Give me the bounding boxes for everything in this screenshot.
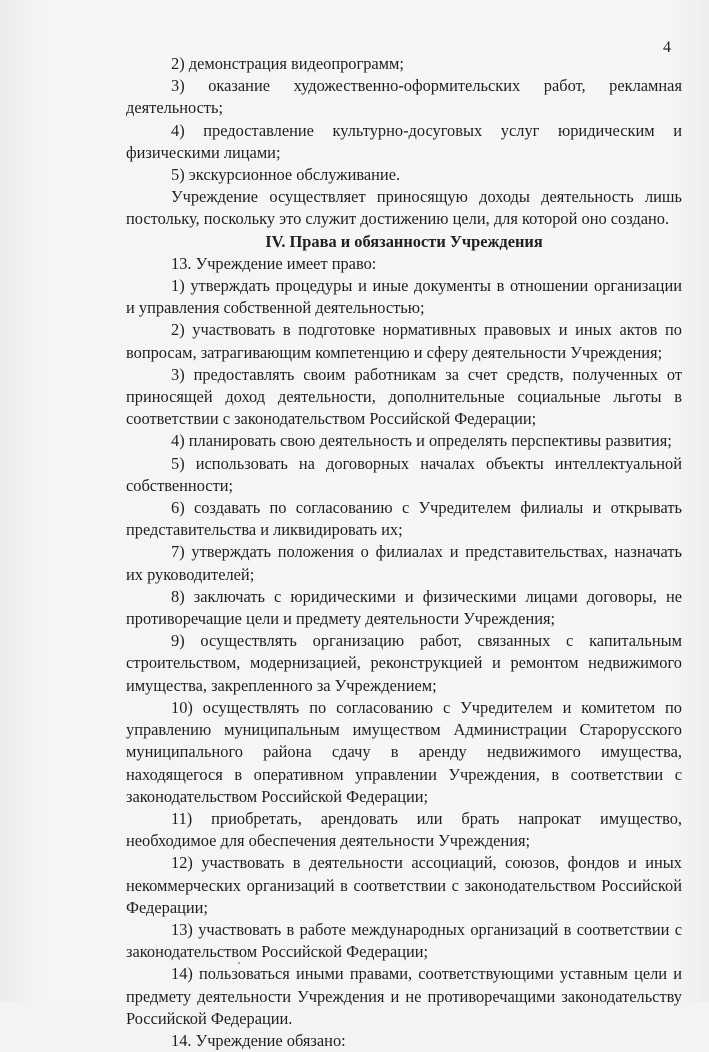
paragraph: 5) использовать на договорных началах объекты интеллектуальной собственности; — [126, 453, 682, 495]
paragraph: 7) утверждать положения о филиалах и представительствах, назначать их руководителей; — [126, 542, 682, 584]
paragraph: 14. Учреждение обязано: — [171, 1030, 346, 1050]
paragraph: 6) создавать по согласованию с Учредителем филиалы и открывать представительства и ликвидировать их; — [126, 498, 682, 540]
paragraph: 3) предоставлять своим работникам за счет средств, полученных от приносящей доход деятельности, дополнительные социальные льготы в соответствии с законодательством Российской Федерации; — [126, 364, 682, 429]
section-heading: IV. Права и обязанности Учреждения — [265, 231, 543, 251]
paragraph: 2) участвовать в подготовке нормативных правовых и иных актов по вопросам, затрагивающим компетенцию и сферу деятельности Учреждения; — [126, 320, 682, 362]
paragraph: 11) приобретать, арендовать или брать напрокат имущество, необходимое для обеспечения деятельности Учреждения; — [126, 808, 682, 851]
paragraph: 13) участвовать в работе международных организаций в соответствии с законодательством Российской Федерации; — [126, 919, 682, 962]
paragraph: 4) предоставление культурно-досуговых услуг юридическим и физическими лицами; — [126, 120, 682, 162]
paragraph: 2) демонстрация видеопрограмм; — [171, 54, 404, 73]
paragraph: 14) пользоваться иными правами, соответствующими уставным цели и предмету деятельности Учреждения и не противоречащими законодательству Российской Федерации. — [126, 964, 682, 1028]
paragraph: 9) осуществлять организацию работ, связанных с капитальным строительством, модернизацией, реконструкцией и ремонтом недвижимого имущества, закрепленного за Учреждением; — [126, 631, 682, 695]
paragraph: 10) осуществлять по согласованию с Учредителем и комитетом по управлению муниципальным имуществом Администрации Старорусского муниципального района сдачу в аренду недвижимого имущества, находящегося в оперативном управлении Учреждения, в соответствии с законодательством Российской Федерации; — [126, 697, 682, 806]
paragraph: 13. Учреждение имеет право: — [171, 253, 377, 273]
paragraph: 12) участвовать в деятельности ассоциаций, союзов, фондов и иных некоммерческих организаций в соответствии с законодательством Российской Федерации; — [126, 853, 682, 917]
paragraph: Учреждение осуществляет приносящую доходы деятельность лишь постольку, поскольку это служит достижению цели, для которой оно создано. — [126, 187, 682, 229]
paragraph: 5) экскурсионное обслуживание. — [171, 165, 401, 185]
paragraph: 3) оказание художественно-оформительских работ, рекламная деятельность; — [126, 76, 682, 118]
paragraph: 1) утверждать процедуры и иные документы в отношении организации и управления собственной деятельностью; — [126, 276, 682, 318]
document-body — [126, 53, 682, 1052]
page-number: 4 — [663, 39, 671, 56]
paper-speck — [238, 962, 240, 964]
paragraph: 8) заключать с юридическими и физическими лицами договоры, не противоречащие цели и предмету деятельности Учреждения; — [126, 586, 682, 629]
paragraph: 4) планировать свою деятельность и определять перспективы развития; — [171, 431, 672, 451]
